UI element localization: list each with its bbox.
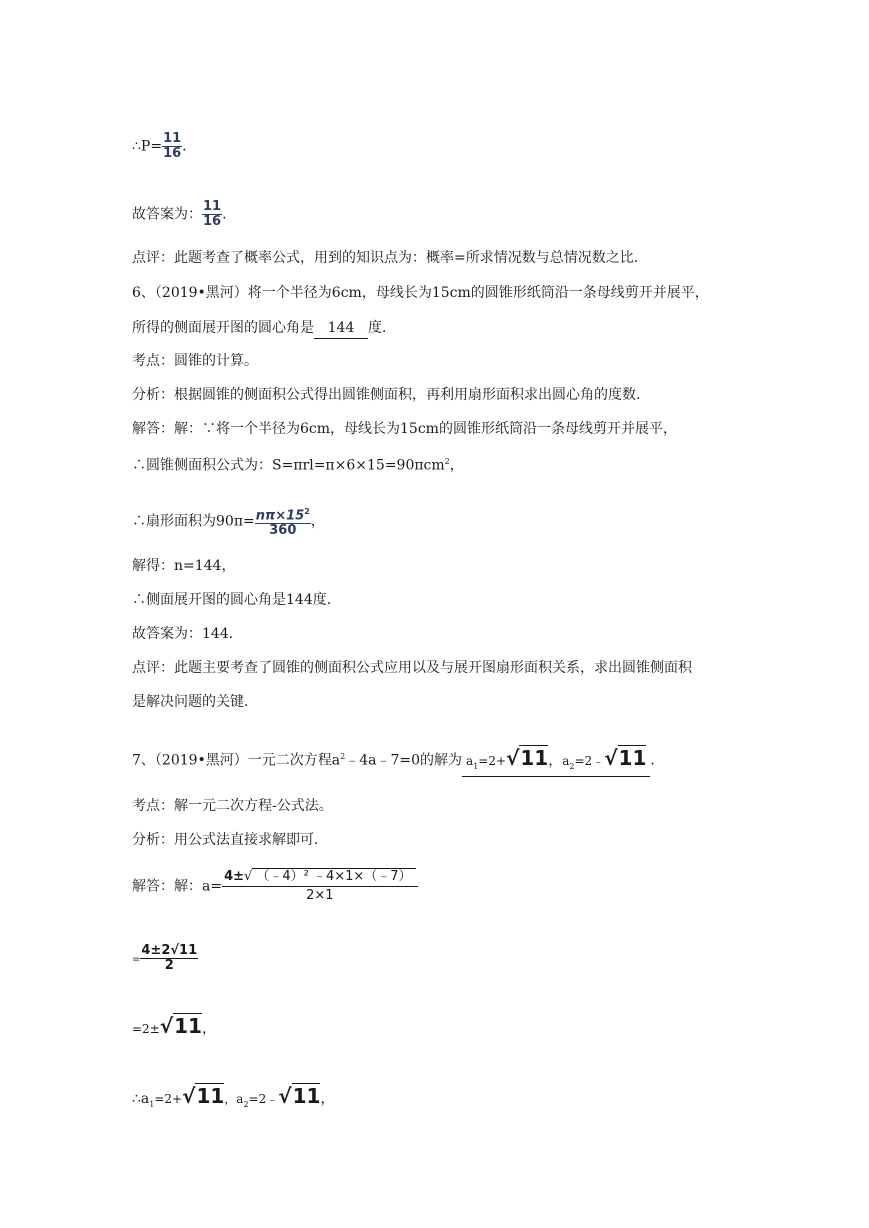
text: ． <box>650 752 665 769</box>
fraction <box>202 200 222 229</box>
radicand: 11 <box>520 745 549 770</box>
radicand: 11 <box>292 1084 321 1108</box>
subscript: 2 <box>243 1099 249 1109</box>
probability-comment: 点评：此题考查了概率公式，用到的知识点为：概率=所求情况数与总情况数之比． <box>132 250 648 266</box>
text: 解答：解：a= <box>132 878 223 895</box>
fraction-denominator: 360 <box>255 523 311 538</box>
text: . <box>222 206 227 223</box>
text: ，a <box>224 1092 244 1106</box>
probability-answer-line <box>132 200 227 229</box>
fraction-numerator <box>255 505 311 523</box>
q7-kaodian: 考点：解一元二次方程-公式法。 <box>132 798 333 814</box>
q6-solve: 解得：n=144， <box>132 558 236 574</box>
q6-result: ∴侧面展开图的圆心角是144度． <box>132 592 341 608</box>
q7-final <box>132 1086 334 1115</box>
text: ∴圆锥侧面积公式为：S=πrl=π×6×15=90πcm <box>132 457 445 474</box>
probability-result-line <box>132 132 187 161</box>
sector-fraction <box>255 505 311 538</box>
q6-jieda: 解答：解：∵将一个半径为6cm，母线长为15cm的圆锥形纸筒沿一条母线剪开并展平， <box>132 421 677 437</box>
q6-sector-line <box>132 505 325 538</box>
sqrt: √11 <box>182 1084 225 1108</box>
text: ， <box>449 457 464 474</box>
superscript: 2 <box>304 507 310 516</box>
sqrt: √11 <box>604 745 647 770</box>
superscript: 2 <box>444 457 450 466</box>
superscript: 2 <box>340 752 346 761</box>
text: ∴扇形面积为90π= <box>132 513 255 530</box>
text: ∴P= <box>132 138 163 155</box>
text: a <box>466 753 474 768</box>
quadratic-formula-fraction <box>222 868 417 905</box>
fraction-denominator: 2 <box>140 958 198 973</box>
text: =2﹣ <box>248 1092 279 1106</box>
text: ﹣4a﹣7=0的解为 <box>345 752 463 769</box>
q7-step3 <box>132 1016 216 1039</box>
radicand: 11 <box>196 1084 225 1108</box>
q6-fenxi: 分析：根据圆锥的侧面积公式得出圆锥侧面积，再利用扇形面积求出圆心角的度数． <box>132 387 650 403</box>
q7-fenxi: 分析：用公式法直接求解即可． <box>132 832 328 848</box>
sqrt: √11 <box>159 1014 202 1038</box>
fraction-denominator: 16 <box>203 214 222 229</box>
q6-area-line <box>132 452 464 476</box>
sqrt-sign: √ <box>244 869 253 884</box>
text: 7、（2019•黑河）一元二次方程a <box>132 752 341 769</box>
text: =2﹣ <box>574 753 605 768</box>
radicand: 11 <box>618 745 647 770</box>
text: ， <box>310 513 325 530</box>
fraction-numerator: 11 <box>163 131 182 146</box>
q7-step2 <box>132 944 198 973</box>
q6-answer-blank: 144 <box>314 318 368 339</box>
sqrt: √11 <box>278 1084 321 1108</box>
q7-jieda-formula <box>132 868 418 905</box>
text: ， <box>548 752 563 769</box>
fraction-denominator: 2×1 <box>222 886 417 905</box>
text: nπ×15 <box>255 508 305 524</box>
radicand: （﹣4）² ﹣4×1×（﹣7） <box>252 868 415 884</box>
radicand: 11 <box>174 1014 202 1038</box>
text: 故答案为： <box>132 206 202 223</box>
text: = <box>132 954 141 966</box>
sqrt: √11 <box>506 745 549 770</box>
text: ， <box>201 1021 216 1037</box>
text: 度． <box>368 320 396 336</box>
fraction-numerator: 11 <box>203 199 222 214</box>
q6-comment-line1: 点评：此题主要考查了圆锥的侧面积公式应用以及与展开图扇形面积关系，求出圆锥侧面积 <box>132 660 692 676</box>
q6-stem-line1: 6、（2019•黑河）将一个半径为6cm，母线长为15cm的圆锥形纸筒沿一条母线剪开并展平， <box>132 285 709 301</box>
text: ∴a <box>132 1091 150 1107</box>
q6-kaodian: 考点：圆锥的计算。 <box>132 353 258 369</box>
q6-stem-line2 <box>132 318 396 339</box>
fraction-denominator: 16 <box>163 146 182 161</box>
q7-stem <box>132 747 664 777</box>
text: =2+ <box>478 753 507 768</box>
text: 4± <box>224 869 245 884</box>
text: . <box>182 138 187 155</box>
text: a <box>562 753 570 768</box>
text: =2+ <box>154 1092 183 1106</box>
fraction-numerator: 4±2√11 <box>141 943 198 958</box>
q6-answer: 故答案为：144． <box>132 626 243 642</box>
fraction-numerator <box>222 868 417 886</box>
text: =2± <box>132 1022 160 1036</box>
fraction <box>162 132 182 161</box>
fraction <box>140 944 198 973</box>
subscript: 1 <box>473 761 479 771</box>
subscript: 1 <box>149 1099 155 1109</box>
text: 所得的侧面展开图的圆心角是 <box>132 320 314 336</box>
q7-answer-blank <box>462 745 650 778</box>
text: ， <box>320 1091 335 1107</box>
subscript: 2 <box>569 761 575 771</box>
q6-comment-line2: 是解决问题的关键． <box>132 694 258 710</box>
